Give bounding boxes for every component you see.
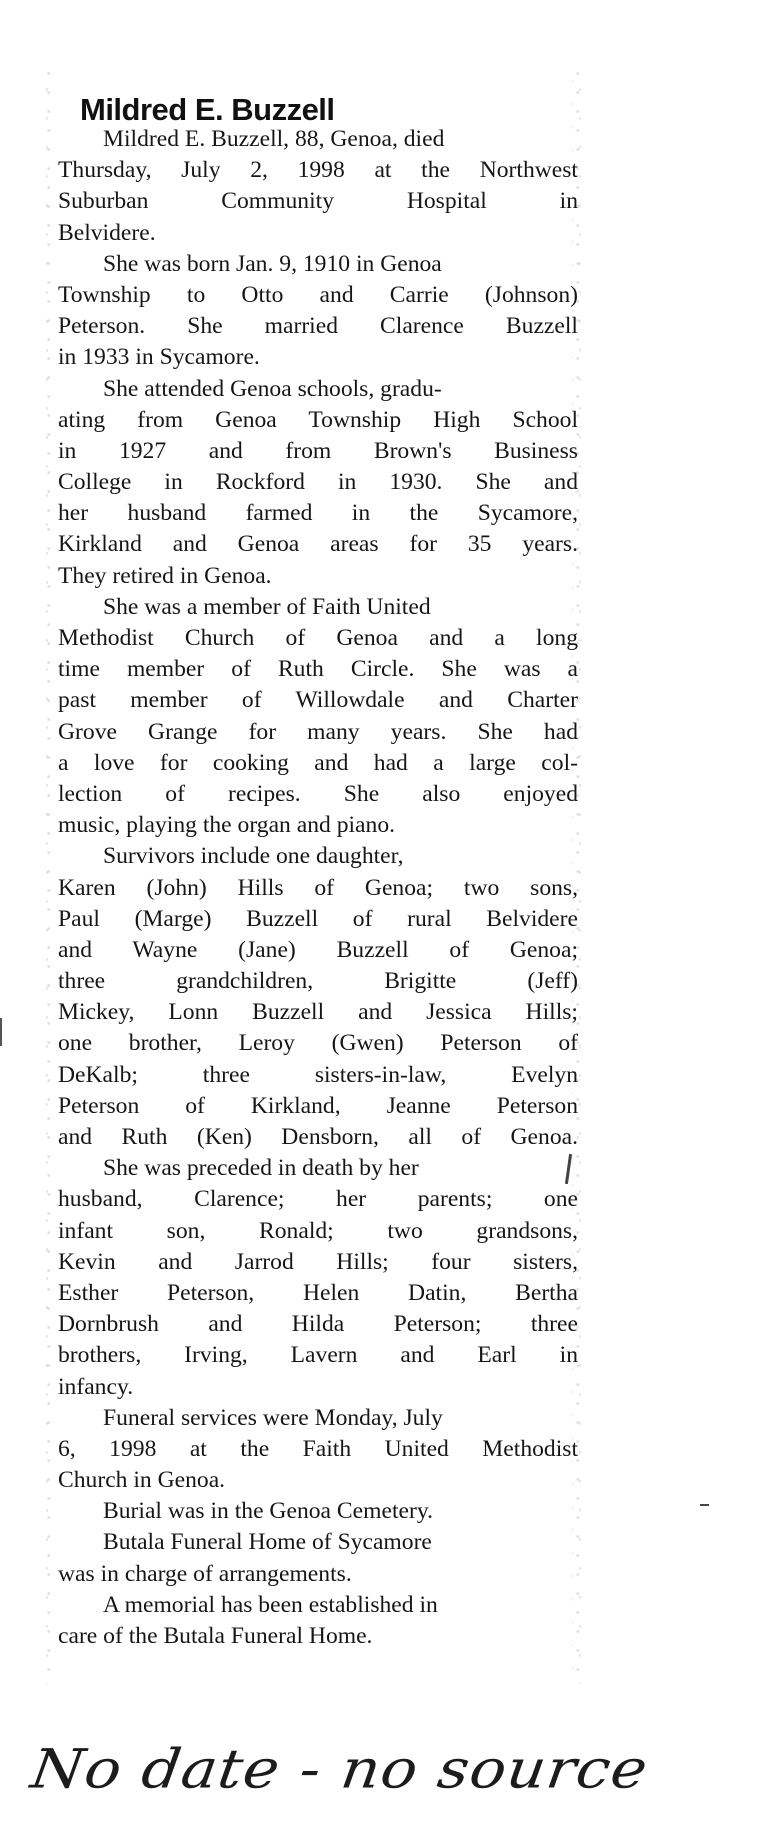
text-line: Township to Otto and Carrie (Johnson) — [58, 281, 578, 308]
text-line: She was born Jan. 9, 1910 in Genoa — [103, 250, 442, 277]
text-line: Kirkland and Genoa areas for 35 years. — [58, 531, 578, 558]
newspaper-clipping — [46, 72, 582, 1684]
text-line: 6, 1998 at the Faith United Methodist — [58, 1435, 578, 1462]
text-line: Burial was in the Genoa Cemetery. — [103, 1498, 433, 1525]
text-line: Methodist Church of Genoa and a long — [58, 625, 578, 651]
text-line: ating from Genoa Township High School — [58, 406, 578, 433]
text-line: Esther Peterson, Helen Datin, Bertha — [58, 1279, 578, 1306]
text-line: They retired in Genoa. — [58, 562, 272, 589]
text-line: her husband farmed in the Sycamore, — [58, 500, 578, 527]
obituary-text — [58, 124, 578, 1652]
text-line: A memorial has been established in — [103, 1591, 438, 1618]
text-line: Mickey, Lonn Buzzell and Jessica Hills; — [58, 999, 578, 1026]
text-line: Suburban Community Hospital in — [58, 188, 578, 215]
text-line: care of the Butala Funeral Home. — [58, 1623, 373, 1649]
text-line: infancy. — [58, 1373, 134, 1400]
text-line: Mildred E. Buzzell, 88, Genoa, died — [103, 126, 445, 152]
text-line: College in Rockford in 1930. She and — [58, 469, 578, 496]
text-line: Grove Grange for many years. She had — [58, 718, 578, 745]
text-line: Survivors include one daughter, — [103, 843, 404, 870]
text-line: was in charge of arrangements. — [58, 1560, 352, 1587]
text-line: She was a member of Faith United — [103, 593, 431, 620]
obituary-headline: Mildred E. Buzzell — [80, 92, 335, 127]
text-line: past member of Willowdale and Charter — [58, 687, 578, 714]
text-line: and Wayne (Jane) Buzzell of Genoa; — [58, 936, 578, 963]
text-line: Belvidere. — [58, 219, 156, 246]
text-line: in 1927 and from Brown's Business — [58, 437, 578, 464]
margin-mark — [0, 1018, 2, 1046]
text-line: She attended Genoa schools, gradu- — [103, 375, 442, 402]
text-line: DeKalb; three sisters-in-law, Evelyn — [58, 1061, 578, 1088]
text-line: Peterson. She married Clarence Buzzell — [58, 313, 578, 340]
text-line: Church in Genoa. — [58, 1467, 226, 1494]
text-line: music, playing the organ and piano. — [58, 812, 396, 839]
text-line: a love for cooking and had a large col- — [58, 749, 578, 776]
text-line: Butala Funeral Home of Sycamore — [103, 1529, 432, 1556]
text-line: three grandchildren, Brigitte (Jeff) — [58, 968, 578, 995]
text-line: Kevin and Jarrod Hills; four sisters, — [58, 1248, 578, 1275]
margin-mark — [700, 1504, 709, 1506]
text-line: Thursday, July 2, 1998 at the Northwest — [58, 157, 578, 184]
text-line: Funeral services were Monday, July — [103, 1404, 443, 1431]
text-line: infant son, Ronald; two grandsons, — [58, 1217, 578, 1244]
text-line: lection of recipes. She also enjoyed — [58, 780, 578, 807]
text-line: She was preceded in death by her — [103, 1155, 419, 1182]
text-line: time member of Ruth Circle. She was a — [58, 656, 578, 683]
text-line: Karen (John) Hills of Genoa; two sons, — [58, 874, 578, 901]
text-line: in 1933 in Sycamore. — [58, 344, 260, 371]
text-line: husband, Clarence; her parents; one — [58, 1186, 578, 1213]
handwritten-note: No date - no source — [27, 1738, 653, 1801]
text-line: Peterson of Kirkland, Jeanne Peterson — [58, 1092, 578, 1119]
text-line: Paul (Marge) Buzzell of rural Belvidere — [58, 905, 578, 932]
text-line: one brother, Leroy (Gwen) Peterson of — [58, 1030, 578, 1057]
text-line: Dornbrush and Hilda Peterson; three — [58, 1311, 578, 1338]
text-line: brothers, Irving, Lavern and Earl in — [58, 1342, 578, 1369]
text-line: and Ruth (Ken) Densborn, all of Genoa. — [58, 1124, 578, 1150]
